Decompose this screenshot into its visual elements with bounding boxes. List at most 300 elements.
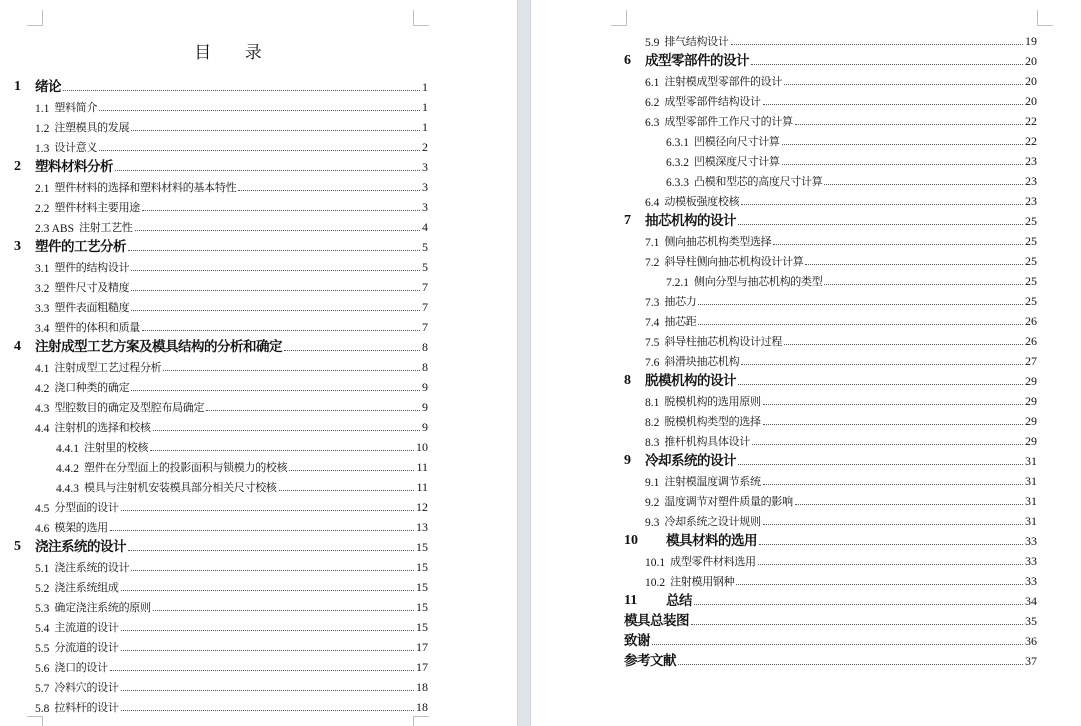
toc-entry-title: 排气结构设计 xyxy=(664,35,729,48)
toc-entry-number: 7.1 xyxy=(645,237,660,249)
toc-entry-number: 8 xyxy=(624,373,631,388)
toc-entry[interactable] xyxy=(35,315,428,335)
toc-entry-number: 6.2 xyxy=(645,97,660,109)
toc-entry-title: 成型零部件的设计 xyxy=(645,53,749,69)
toc-entry-number: 4.2 xyxy=(35,383,50,395)
dot-leader xyxy=(121,689,414,691)
dot-leader xyxy=(206,409,420,411)
toc-entry-page-number: 37 xyxy=(1025,654,1037,668)
dot-leader xyxy=(763,483,1023,485)
toc-entry[interactable] xyxy=(624,589,1037,609)
toc-entry-number: 1.3 xyxy=(35,143,50,155)
toc-entry[interactable] xyxy=(645,409,1037,429)
toc-entry-title: 塑件的体积和质量 xyxy=(54,321,140,334)
toc-entry-title: 脱模机构的设计 xyxy=(645,373,736,389)
toc-entry-title: 模架的选用 xyxy=(54,521,108,534)
toc-entry-title: 温度调节对塑件质量的影响 xyxy=(664,495,793,508)
toc-entry-number: 5.5 xyxy=(35,643,50,655)
toc-entry-title: 抽芯机构的设计 xyxy=(645,213,736,229)
toc-entry-number: 6.3 xyxy=(645,117,660,129)
toc-entry[interactable] xyxy=(14,535,428,555)
dot-leader xyxy=(128,549,414,551)
toc-entry-number: 4.5 xyxy=(35,503,50,515)
toc-entry-page-number: 9 xyxy=(422,420,428,434)
toc-entry[interactable] xyxy=(35,695,428,715)
toc-entry-number: 2.2 xyxy=(35,203,50,215)
toc-entry[interactable] xyxy=(666,129,1037,149)
toc-entry-page-number: 11 xyxy=(416,480,428,494)
toc-entry-number: 4.1 xyxy=(35,363,50,375)
dot-leader xyxy=(678,663,1023,665)
margin-corner-mark xyxy=(413,10,429,26)
toc-entry-number: 3.2 xyxy=(35,283,50,295)
toc-entry-title: 成型零部件结构设计 xyxy=(664,95,761,108)
toc-entry-title: 主流道的设计 xyxy=(54,621,119,634)
toc-entry-title: 斜导柱抽芯机构设计过程 xyxy=(664,335,783,348)
dot-leader xyxy=(121,649,414,651)
toc-entry-title: 塑件材料的选择和塑料材料的基本特性 xyxy=(54,181,237,194)
toc-entry[interactable] xyxy=(645,89,1037,109)
toc-entry-page-number: 31 xyxy=(1025,494,1037,508)
toc-entry-number: 8.1 xyxy=(645,397,660,409)
toc-entry-title: 塑件的工艺分析 xyxy=(35,239,126,255)
toc-entry[interactable] xyxy=(35,275,428,295)
toc-entry-number: 5 xyxy=(14,539,21,554)
toc-entry[interactable] xyxy=(645,289,1037,309)
toc-entry-title: 型腔数目的确定及型腔布局确定 xyxy=(54,401,205,414)
toc-entry-page-number: 8 xyxy=(422,360,428,374)
toc-entry-number: 5.9 xyxy=(645,37,660,49)
toc-entry-title: 注射成型工艺方案及模具结构的分析和确定 xyxy=(35,339,282,355)
toc-entry-title: 参考文献 xyxy=(624,653,676,669)
toc-entry[interactable] xyxy=(35,395,428,415)
dot-leader xyxy=(738,383,1023,385)
toc-entry-page-number: 9 xyxy=(422,400,428,414)
toc-entry-number: 2.3 ABS xyxy=(35,223,74,235)
dot-leader xyxy=(150,449,414,451)
toc-entry-title: 注射模用钢种 xyxy=(670,575,735,588)
toc-entry[interactable] xyxy=(645,489,1037,509)
dot-leader xyxy=(131,309,420,311)
dot-leader xyxy=(759,543,1023,545)
toc-entry[interactable] xyxy=(624,449,1037,469)
dot-leader xyxy=(121,629,414,631)
toc-entry-page-number: 33 xyxy=(1025,554,1037,568)
toc-entry[interactable] xyxy=(35,375,428,395)
toc-entry-number: 4 xyxy=(14,339,21,354)
toc-entry[interactable] xyxy=(624,209,1037,229)
toc-entry-title: 塑件的结构设计 xyxy=(54,261,130,274)
toc-entry-number: 10.2 xyxy=(645,577,666,589)
toc-entry[interactable] xyxy=(645,109,1037,129)
dot-leader xyxy=(131,289,420,291)
toc-entry-title: 斜导柱侧向抽芯机构设计计算 xyxy=(664,255,804,268)
dot-leader xyxy=(652,643,1023,645)
dot-leader xyxy=(738,223,1023,225)
toc-entry-title: 注射工艺性 xyxy=(79,221,133,234)
dot-leader xyxy=(131,129,420,131)
toc-entry-title: 抽芯力 xyxy=(664,295,697,308)
toc-entry-title: 致谢 xyxy=(624,633,650,649)
toc-entry-number: 5.6 xyxy=(35,663,50,675)
toc-entry-page-number: 10 xyxy=(416,440,428,454)
toc-entry[interactable] xyxy=(624,49,1037,69)
toc-entry-title: 脱模机构类型的选择 xyxy=(664,415,761,428)
dot-leader xyxy=(115,169,420,171)
toc-entry-page-number: 7 xyxy=(422,300,428,314)
document-page-right xyxy=(531,0,1081,726)
toc-entry[interactable] xyxy=(56,455,428,475)
toc-entry[interactable] xyxy=(645,189,1037,209)
toc-entry-number: 6.3.2 xyxy=(666,157,689,169)
dot-leader xyxy=(741,363,1023,365)
toc-entry-page-number: 12 xyxy=(416,500,428,514)
toc-entry[interactable] xyxy=(35,575,428,595)
dot-leader xyxy=(736,583,1023,585)
toc-entry[interactable] xyxy=(56,435,428,455)
toc-entry[interactable] xyxy=(666,169,1037,189)
toc-entry-page-number: 17 xyxy=(416,660,428,674)
toc-entry[interactable] xyxy=(645,349,1037,369)
toc-entry[interactable] xyxy=(35,415,428,435)
toc-entry-title: 浇口种类的确定 xyxy=(54,381,130,394)
toc-entry-number: 3 xyxy=(14,239,21,254)
toc-entry-number: 5.8 xyxy=(35,703,50,715)
toc-entry-page-number: 2 xyxy=(422,140,428,154)
toc-entry-page-number: 23 xyxy=(1025,174,1037,188)
margin-corner-mark xyxy=(413,716,429,726)
toc-entry-number: 8.2 xyxy=(645,417,660,429)
toc-entry-title: 注射里的校核 xyxy=(84,441,149,454)
toc-entry-page-number: 17 xyxy=(416,640,428,654)
dot-leader xyxy=(763,523,1023,525)
dot-leader xyxy=(805,263,1023,265)
toc-entry-title: 冷却系统的设计 xyxy=(645,453,736,469)
toc-entry-page-number: 4 xyxy=(422,220,428,234)
toc-entry-page-number: 7 xyxy=(422,280,428,294)
toc-entry-page-number: 27 xyxy=(1025,354,1037,368)
toc-entry-page-number: 15 xyxy=(416,600,428,614)
dot-leader xyxy=(824,183,1023,185)
toc-entry-title: 分流道的设计 xyxy=(54,641,119,654)
toc-entry-page-number: 33 xyxy=(1025,534,1037,548)
toc-entry-title: 模具材料的选用 xyxy=(666,533,757,549)
toc-entry[interactable] xyxy=(35,555,428,575)
dot-leader xyxy=(763,103,1023,105)
toc-entry[interactable] xyxy=(14,335,428,355)
toc-entry-number: 1 xyxy=(14,79,21,94)
dot-leader xyxy=(131,269,420,271)
toc-entry[interactable] xyxy=(35,515,428,535)
toc-entry[interactable] xyxy=(35,175,428,195)
dot-leader xyxy=(153,429,420,431)
toc-entry[interactable] xyxy=(645,469,1037,489)
toc-entry[interactable] xyxy=(35,195,428,215)
toc-entry-page-number: 29 xyxy=(1025,374,1037,388)
toc-entry-page-number: 25 xyxy=(1025,254,1037,268)
toc-entry[interactable] xyxy=(35,95,428,115)
toc-entry-number: 6.1 xyxy=(645,77,660,89)
dot-leader xyxy=(698,323,1023,325)
dot-leader xyxy=(142,329,420,331)
toc-entry[interactable] xyxy=(35,495,428,515)
dot-leader xyxy=(63,89,420,91)
toc-entry-title: 浇口的设计 xyxy=(54,661,108,674)
toc-entry[interactable] xyxy=(645,509,1037,529)
toc-entry-page-number: 35 xyxy=(1025,614,1037,628)
toc-entry[interactable] xyxy=(645,69,1037,89)
toc-entry-page-number: 15 xyxy=(416,560,428,574)
toc-entry[interactable] xyxy=(666,269,1037,289)
toc-entry[interactable] xyxy=(666,149,1037,169)
toc-entry-number: 10 xyxy=(624,533,638,548)
toc-entry-number: 9.2 xyxy=(645,497,660,509)
toc-entry-number: 4.3 xyxy=(35,403,50,415)
toc-entry[interactable] xyxy=(624,649,1037,669)
toc-entry[interactable] xyxy=(645,549,1037,569)
toc-entry-page-number: 3 xyxy=(422,160,428,174)
toc-entry-title: 注射成型工艺过程分析 xyxy=(54,361,162,374)
toc-entry[interactable] xyxy=(645,569,1037,589)
toc-title: 目 录 xyxy=(194,43,276,63)
toc-entry-title: 成型零部件工作尺寸的计算 xyxy=(664,115,793,128)
toc-entry-page-number: 15 xyxy=(416,620,428,634)
toc-entry[interactable] xyxy=(35,295,428,315)
toc-entry[interactable] xyxy=(14,75,428,95)
toc-entry-number: 11 xyxy=(624,593,638,608)
dot-leader xyxy=(99,109,420,111)
toc-entry-title: 模具总装图 xyxy=(624,613,689,629)
dot-leader xyxy=(279,489,415,491)
dot-leader xyxy=(128,249,420,251)
toc-entry-number: 7.4 xyxy=(645,317,660,329)
toc-entry-number: 3.4 xyxy=(35,323,50,335)
margin-corner-mark xyxy=(1037,10,1053,26)
toc-entry-title: 注塑模具的发展 xyxy=(54,121,130,134)
toc-entry[interactable] xyxy=(35,615,428,635)
toc-entry-page-number: 15 xyxy=(416,580,428,594)
toc-entry-number: 10.1 xyxy=(645,557,666,569)
dot-leader xyxy=(289,469,414,471)
toc-entry[interactable] xyxy=(35,135,428,155)
toc-entry-title: 凸模和型芯的高度尺寸计算 xyxy=(694,175,823,188)
toc-entry-number: 5.1 xyxy=(35,563,50,575)
toc-entry-number: 1.2 xyxy=(35,123,50,135)
toc-entry[interactable] xyxy=(35,635,428,655)
toc-entry-page-number: 23 xyxy=(1025,194,1037,208)
toc-entry-title: 注射模成型零部件的设计 xyxy=(664,75,783,88)
toc-entry-title: 总结 xyxy=(666,593,692,609)
toc-entry-page-number: 25 xyxy=(1025,214,1037,228)
toc-entry-number: 4.6 xyxy=(35,523,50,535)
toc-entry[interactable] xyxy=(645,229,1037,249)
toc-entry-number: 6 xyxy=(624,53,631,68)
toc-entry-title: 动模板强度校核 xyxy=(664,195,740,208)
toc-entry-number: 7.5 xyxy=(645,337,660,349)
toc-entry-number: 6.3.3 xyxy=(666,177,689,189)
toc-entry-number: 9.3 xyxy=(645,517,660,529)
toc-entry[interactable] xyxy=(624,609,1037,629)
toc-entry-title: 确定浇注系统的原则 xyxy=(54,601,151,614)
dot-leader xyxy=(758,563,1023,565)
toc-entry-title: 侧向分型与抽芯机构的类型 xyxy=(694,275,823,288)
toc-entry-number: 7.3 xyxy=(645,297,660,309)
toc-entry[interactable] xyxy=(645,429,1037,449)
toc-entry-page-number: 18 xyxy=(416,680,428,694)
dot-leader xyxy=(751,63,1023,65)
toc-entry-title: 侧向抽芯机构类型选择 xyxy=(664,235,772,248)
toc-entry-title: 冷却系统之设计规则 xyxy=(664,515,761,528)
dot-leader xyxy=(782,163,1023,165)
toc-entry-page-number: 26 xyxy=(1025,334,1037,348)
toc-entry-number: 7.6 xyxy=(645,357,660,369)
dot-leader xyxy=(99,149,420,151)
toc-entry-page-number: 25 xyxy=(1025,274,1037,288)
toc-entry-title: 斜滑块抽芯机构 xyxy=(664,355,740,368)
dot-leader xyxy=(135,229,421,231)
toc-entry[interactable] xyxy=(645,389,1037,409)
toc-entry-number: 4.4 xyxy=(35,423,50,435)
toc-entry[interactable] xyxy=(624,629,1037,649)
toc-entry[interactable] xyxy=(645,329,1037,349)
toc-entry-page-number: 33 xyxy=(1025,574,1037,588)
toc-entry-title: 注射模温度调节系统 xyxy=(664,475,761,488)
toc-entry-page-number: 36 xyxy=(1025,634,1037,648)
toc-entry-number: 3.1 xyxy=(35,263,50,275)
toc-entry-page-number: 7 xyxy=(422,320,428,334)
toc-entry-title: 拉料杆的设计 xyxy=(54,701,119,714)
toc-entry-page-number: 23 xyxy=(1025,154,1037,168)
toc-entry[interactable] xyxy=(56,475,428,495)
toc-entry-number: 5.4 xyxy=(35,623,50,635)
toc-entry[interactable] xyxy=(645,309,1037,329)
toc-entry-title: 塑料简介 xyxy=(54,101,98,114)
toc-entry-page-number: 18 xyxy=(416,700,428,714)
toc-entry-number: 1.1 xyxy=(35,103,50,115)
dot-leader xyxy=(784,83,1023,85)
toc-entry-number: 2 xyxy=(14,159,21,174)
toc-entry-number: 9 xyxy=(624,453,631,468)
toc-entry-page-number: 5 xyxy=(422,240,428,254)
toc-entry-page-number: 20 xyxy=(1025,94,1037,108)
toc-entry[interactable] xyxy=(35,595,428,615)
toc-entry-number: 6.4 xyxy=(645,197,660,209)
dot-leader xyxy=(163,369,420,371)
dot-leader xyxy=(110,529,414,531)
toc-entry[interactable] xyxy=(624,369,1037,389)
toc-entry-number: 7.2.1 xyxy=(666,277,689,289)
dot-leader xyxy=(731,43,1023,45)
toc-entry-number: 6.3.1 xyxy=(666,137,689,149)
toc-entry-number: 9.1 xyxy=(645,477,660,489)
toc-entry-title: 成型零件材料选用 xyxy=(670,555,756,568)
toc-entry-number: 2.1 xyxy=(35,183,50,195)
dot-leader xyxy=(238,189,420,191)
toc-entry-title: 注射机的选择和校核 xyxy=(54,421,151,434)
toc-entry-page-number: 1 xyxy=(422,80,428,94)
dot-leader xyxy=(738,463,1023,465)
toc-entry-page-number: 20 xyxy=(1025,54,1037,68)
margin-corner-mark xyxy=(27,10,43,26)
toc-entry-title: 推杆机构具体设计 xyxy=(664,435,750,448)
toc-entry-number: 7 xyxy=(624,213,631,228)
dot-leader xyxy=(782,143,1023,145)
toc-entry[interactable] xyxy=(35,355,428,375)
toc-entry-page-number: 31 xyxy=(1025,474,1037,488)
dot-leader xyxy=(691,623,1023,625)
toc-entry-number: 3.3 xyxy=(35,303,50,315)
toc-entry-page-number: 8 xyxy=(422,340,428,354)
toc-entry-title: 塑件在分型面上的投影面积与锁模力的校核 xyxy=(84,461,288,474)
toc-entry-page-number: 5 xyxy=(422,260,428,274)
dot-leader xyxy=(131,569,414,571)
toc-entry-number: 4.4.2 xyxy=(56,463,79,475)
toc-entry-title: 抽芯距 xyxy=(664,315,697,328)
toc-entry[interactable] xyxy=(35,255,428,275)
toc-entry-page-number: 25 xyxy=(1025,234,1037,248)
toc-entry-page-number: 26 xyxy=(1025,314,1037,328)
toc-entry[interactable] xyxy=(14,155,428,175)
toc-entry[interactable] xyxy=(35,655,428,675)
toc-entry-page-number: 22 xyxy=(1025,114,1037,128)
toc-entry-title: 塑料材料分析 xyxy=(35,159,113,175)
toc-entry-page-number: 9 xyxy=(422,380,428,394)
toc-entry-page-number: 25 xyxy=(1025,294,1037,308)
dot-leader xyxy=(824,283,1023,285)
toc-entry-page-number: 1 xyxy=(422,100,428,114)
toc-entry-page-number: 29 xyxy=(1025,434,1037,448)
toc-entry-page-number: 15 xyxy=(416,540,428,554)
toc-entry-number: 4.4.1 xyxy=(56,443,79,455)
dot-leader xyxy=(142,209,420,211)
toc-entry-page-number: 31 xyxy=(1025,514,1037,528)
dot-leader xyxy=(795,503,1023,505)
dot-leader xyxy=(153,609,414,611)
margin-corner-mark xyxy=(27,716,43,726)
document-page-left xyxy=(0,0,517,726)
toc-entry-title: 浇注系统的设计 xyxy=(54,561,130,574)
dot-leader xyxy=(763,423,1023,425)
toc-entry-page-number: 11 xyxy=(416,460,428,474)
toc-entry[interactable] xyxy=(35,115,428,135)
toc-entry-title: 脱模机构的选用原则 xyxy=(664,395,761,408)
toc-entry-page-number: 3 xyxy=(422,180,428,194)
toc-entry-number: 5.2 xyxy=(35,583,50,595)
dot-leader xyxy=(121,709,414,711)
dot-leader xyxy=(773,243,1023,245)
toc-entry-page-number: 22 xyxy=(1025,134,1037,148)
toc-entry[interactable] xyxy=(645,29,1037,49)
toc-entry-page-number: 31 xyxy=(1025,454,1037,468)
dot-leader xyxy=(763,403,1023,405)
toc-entry-number: 8.3 xyxy=(645,437,660,449)
toc-entry[interactable] xyxy=(624,529,1037,549)
toc-entry-page-number: 1 xyxy=(422,120,428,134)
toc-entry-title: 塑件材料主要用途 xyxy=(54,201,140,214)
toc-entry-page-number: 19 xyxy=(1025,34,1037,48)
toc-entry-title: 塑件尺寸及精度 xyxy=(54,281,130,294)
toc-entry-page-number: 29 xyxy=(1025,394,1037,408)
toc-entry-title: 绪论 xyxy=(35,79,61,95)
toc-entry-page-number: 3 xyxy=(422,200,428,214)
dot-leader xyxy=(795,123,1023,125)
toc-entry[interactable] xyxy=(645,249,1037,269)
page-gap xyxy=(517,0,531,726)
dot-leader xyxy=(110,669,414,671)
toc-entry[interactable] xyxy=(35,215,428,235)
toc-entry[interactable] xyxy=(35,675,428,695)
toc-entry[interactable] xyxy=(14,235,428,255)
